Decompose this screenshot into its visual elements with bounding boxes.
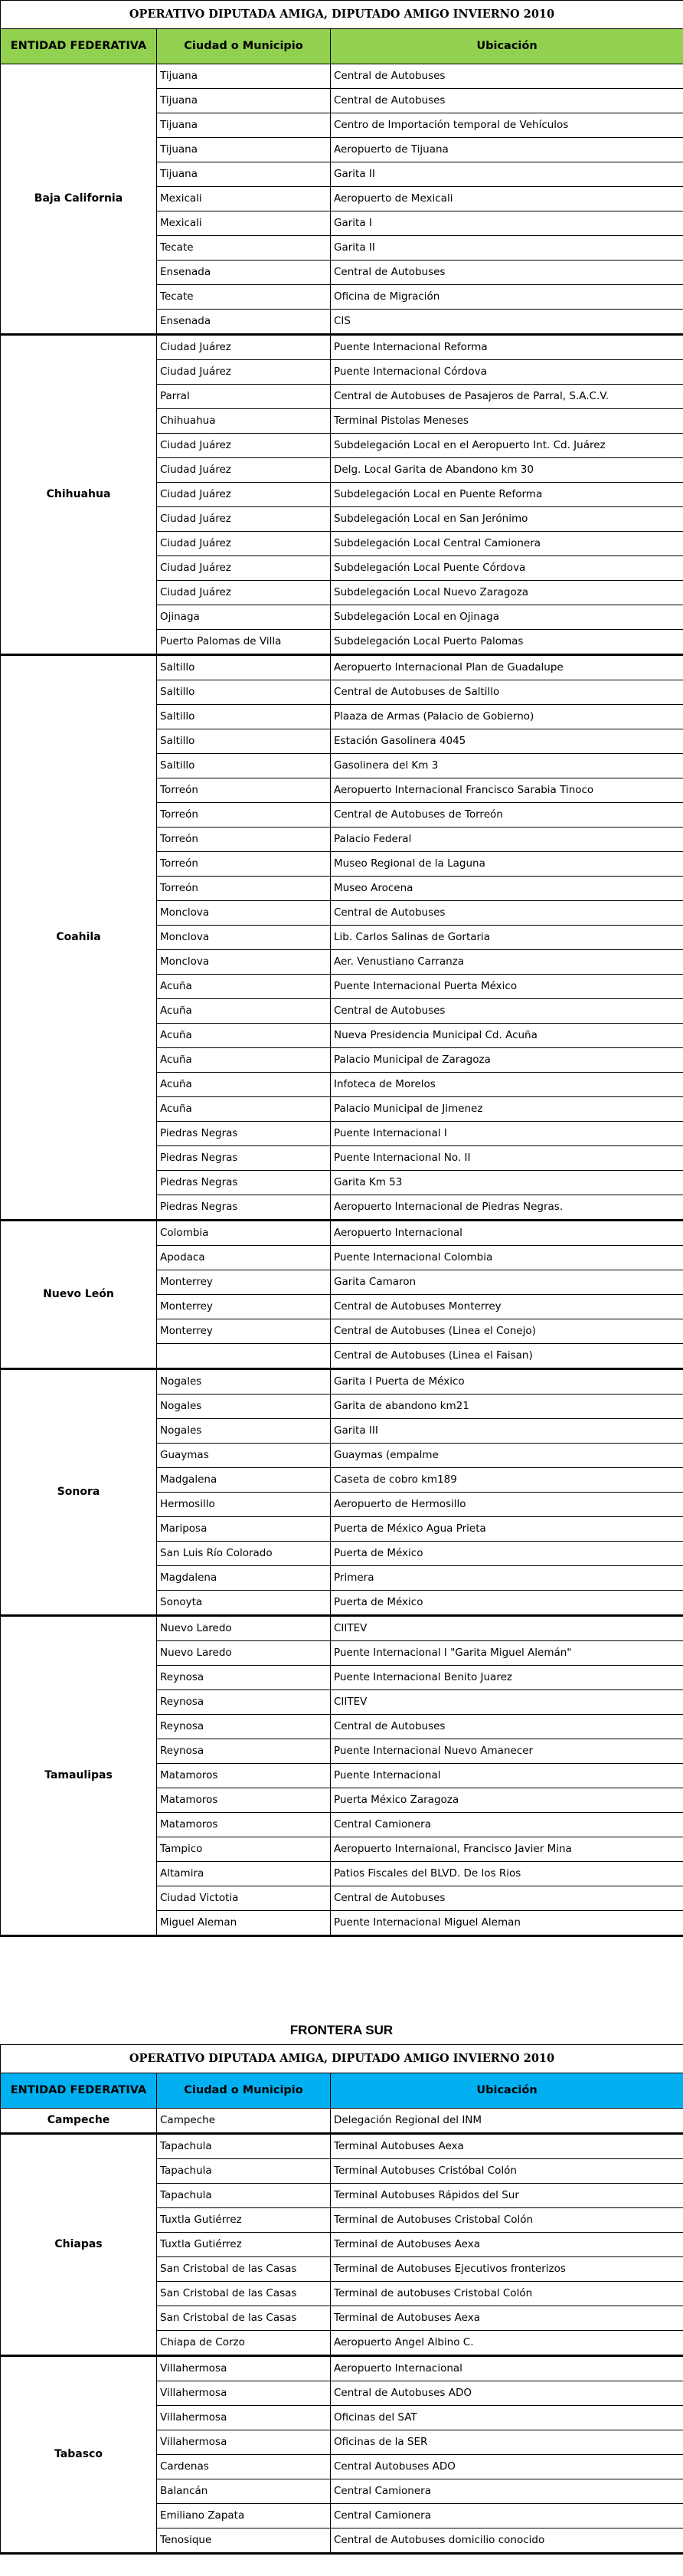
location-cell: Central Autobuses ADO [331,2455,683,2479]
city-cell: Mexicali [157,211,331,236]
location-cell: Puente Internacional Miguel Aleman [331,1911,683,1936]
location-cell: Terminal de Autobuses Aexa [331,2306,683,2331]
location-cell: Puerta de México [331,1591,683,1616]
location-cell: Patios Fiscales del BLVD. De los Rios [331,1862,683,1886]
table-row [1,1221,683,1246]
city-cell: Hermosillo [157,1493,331,1517]
city-cell: Villahermosa [157,2406,331,2430]
city-cell: San Cristobal de las Casas [157,2306,331,2331]
location-cell: Puerta México Zaragoza [331,1788,683,1813]
location-cell: Palacio Municipal de Zaragoza [331,1048,683,1073]
city-cell: Reynosa [157,1666,331,1690]
city-cell: Torreón [157,852,331,877]
location-cell: Garita I Puerta de México [331,1369,683,1395]
location-cell: Central de Autobuses [331,64,683,89]
location-cell: Puente Internacional Córdova [331,360,683,385]
city-cell [157,1344,331,1369]
city-cell: Acuña [157,999,331,1024]
location-cell: Nueva Presidencia Municipal Cd. Acuña [331,1024,683,1048]
location-cell: Terminal de Autobuses Cristobal Colón [331,2208,683,2233]
city-cell: Ciudad Juárez [157,556,331,581]
city-cell: Ciudad Juárez [157,581,331,605]
location-cell: Puerta de México Agua Prieta [331,1517,683,1542]
location-cell: Central de Autobuses (Linea el Faisan) [331,1344,683,1369]
city-cell: Monclova [157,926,331,950]
city-cell: Balancán [157,2479,331,2504]
location-cell: Terminal de Autobuses Ejecutivos fronterizos [331,2257,683,2282]
location-cell: Central de Autobuses ADO [331,2381,683,2406]
city-cell: Villahermosa [157,2430,331,2455]
city-cell: Torreón [157,778,331,803]
location-cell: Puente Internacional Puerta México [331,975,683,999]
location-cell: Delg. Local Garita de Abandono km 30 [331,458,683,483]
location-cell: Garita II [331,236,683,261]
city-cell: Piedras Negras [157,1195,331,1221]
city-cell: Villahermosa [157,2356,331,2381]
location-cell: Garita III [331,1419,683,1444]
location-cell: Central de Autobuses de Torreón [331,803,683,828]
frontera-sur-heading: FRONTERA SUR [289,2023,394,2037]
state-cell: Nuevo León [1,1221,157,1369]
city-cell: Saltillo [157,655,331,680]
city-cell: San Luis Río Colorado [157,1542,331,1566]
location-cell: Museo Arocena [331,877,683,901]
state-cell: Sonora [1,1369,157,1616]
table-title-row [1,1,683,29]
location-cell: Palacio Municipal de Jimenez [331,1097,683,1122]
location-cell: Garita I [331,211,683,236]
city-cell: Acuña [157,1073,331,1097]
location-cell: Infoteca de Morelos [331,1073,683,1097]
city-cell: Tecate [157,236,331,261]
city-cell: Tenosique [157,2528,331,2554]
location-cell: Aeropuerto Internacional de Piedras Negras. [331,1195,683,1221]
city-cell: Madgalena [157,1468,331,1493]
location-cell: Aeropuerto de Hermosillo [331,1493,683,1517]
city-cell: Tapachula [157,2159,331,2184]
city-cell: Apodaca [157,1246,331,1270]
city-cell: Miguel Aleman [157,1911,331,1936]
city-cell: Ensenada [157,261,331,285]
location-cell: Terminal Pistolas Meneses [331,409,683,434]
city-cell: Nogales [157,1395,331,1419]
location-cell: Puente Internacional Nuevo Amanecer [331,1739,683,1764]
city-cell: Ciudad Juárez [157,483,331,507]
city-cell: Reynosa [157,1715,331,1739]
ciudad-municipio-header: Ciudad o Municipio [157,2073,331,2109]
location-cell: Oficinas de la SER [331,2430,683,2455]
state-cell: Chihuahua [1,335,157,655]
city-cell: Tijuana [157,162,331,187]
city-cell: Mexicali [157,187,331,211]
ubicacion-header: Ubicación [331,29,683,64]
table-row [1,64,683,89]
city-cell: Nogales [157,1419,331,1444]
city-cell: Altamira [157,1862,331,1886]
table-header-row [1,29,683,64]
table-row [1,1616,683,1641]
location-cell: Aeropuerto Internacional Plan de Guadalupe [331,655,683,680]
city-cell: Acuña [157,1024,331,1048]
location-cell: Central Camionera [331,2479,683,2504]
city-cell: San Cristobal de las Casas [157,2257,331,2282]
location-cell: Oficina de Migración [331,285,683,310]
location-cell: Puente Internacional Reforma [331,335,683,360]
location-cell: Central de Autobuses [331,999,683,1024]
city-cell: Tuxtla Gutiérrez [157,2233,331,2257]
state-cell: Chiapas [1,2134,157,2356]
city-cell: Monterrey [157,1319,331,1344]
location-cell: Aeropuerto Internacional [331,1221,683,1246]
location-cell: Central de Autobuses (Linea el Conejo) [331,1319,683,1344]
location-cell: Oficinas del SAT [331,2406,683,2430]
city-cell: Saltillo [157,680,331,705]
city-cell: Acuña [157,1048,331,1073]
city-cell: Matamoros [157,1813,331,1837]
city-cell: Tampico [157,1837,331,1862]
location-cell: Terminal de Autobuses Aexa [331,2233,683,2257]
location-cell: Plaaza de Armas (Palacio de Gobierno) [331,705,683,729]
state-cell: Campeche [1,2109,157,2134]
location-cell: Subdelegación Local Nuevo Zaragoza [331,581,683,605]
location-cell: Aeropuerto de Mexicali [331,187,683,211]
location-cell: Delegación Regional del INM [331,2109,683,2134]
location-cell: Subdelegación Local en Ojinaga [331,605,683,630]
table-row [1,335,683,360]
city-cell: Ciudad Juárez [157,335,331,360]
location-cell: Subdelegación Local en Puente Reforma [331,483,683,507]
location-cell: Subdelegación Local Central Camionera [331,532,683,556]
city-cell: Chiapa de Corzo [157,2331,331,2356]
location-cell: Central Camionera [331,1813,683,1837]
frontera-sur-table [0,2044,683,2555]
location-cell: Terminal de autobuses Cristobal Colón [331,2282,683,2306]
city-cell: Saltillo [157,729,331,754]
location-cell: Puente Internacional Colombia [331,1246,683,1270]
location-cell: Puente Internacional Benito Juarez [331,1666,683,1690]
location-cell: Lib. Carlos Salinas de Gortaria [331,926,683,950]
table-row [1,1369,683,1395]
state-cell: Coahila [1,655,157,1221]
location-cell: Central de Autobuses de Pasajeros de Parral, S.A.C.V. [331,385,683,409]
city-cell: Ciudad Juárez [157,360,331,385]
city-cell: Saltillo [157,705,331,729]
city-cell: Tapachula [157,2184,331,2208]
city-cell: Ciudad Juárez [157,434,331,458]
location-cell: Puente Internacional I "Garita Miguel Alemán" [331,1641,683,1666]
city-cell: Magdalena [157,1566,331,1591]
entidad-federativa-header: ENTIDAD FEDERATIVA [1,2073,157,2109]
city-cell: Ciudad Juárez [157,507,331,532]
table-row [1,2134,683,2159]
state-cell: Baja California [1,64,157,335]
location-cell: Subdelegación Local en el Aeropuerto Int. Cd. Juárez [331,434,683,458]
city-cell: Piedras Negras [157,1171,331,1195]
location-cell: Central de Autobuses domicilio conocido [331,2528,683,2554]
location-cell: Subdelegación Local Puerto Palomas [331,630,683,655]
city-cell: Mariposa [157,1517,331,1542]
table-row [1,2356,683,2381]
city-cell: Nuevo Laredo [157,1616,331,1641]
location-cell: Museo Regional de la Laguna [331,852,683,877]
city-cell: Tecate [157,285,331,310]
location-cell: Garita de abandono km21 [331,1395,683,1419]
city-cell: Cardenas [157,2455,331,2479]
location-cell: Central Camionera [331,2504,683,2528]
location-cell: Garita Camaron [331,1270,683,1295]
location-cell: Gasolinera del Km 3 [331,754,683,778]
city-cell: Ciudad Juárez [157,532,331,556]
city-cell: Matamoros [157,1764,331,1788]
location-cell: Garita Km 53 [331,1171,683,1195]
table-row [1,2109,683,2134]
city-cell: Acuña [157,1097,331,1122]
location-cell: Estación Gasolinera 4045 [331,729,683,754]
location-cell: Central de Autobuses [331,1715,683,1739]
city-cell: Ojinaga [157,605,331,630]
location-cell: Terminal Autobuses Cristóbal Colón [331,2159,683,2184]
city-cell: Tijuana [157,138,331,162]
table-row [1,655,683,680]
location-cell: Central de Autobuses Monterrey [331,1295,683,1319]
location-cell: Aer. Venustiano Carranza [331,950,683,975]
city-cell: Reynosa [157,1690,331,1715]
location-cell: Terminal Autobuses Rápidos del Sur [331,2184,683,2208]
location-cell: Central de Autobuses [331,261,683,285]
city-cell: Piedras Negras [157,1146,331,1171]
location-cell: Primera [331,1566,683,1591]
city-cell: Campeche [157,2109,331,2134]
city-cell: Tijuana [157,64,331,89]
state-cell: Tabasco [1,2356,157,2554]
city-cell: Nuevo Laredo [157,1641,331,1666]
city-cell: Torreón [157,877,331,901]
city-cell: Tijuana [157,89,331,113]
location-cell: Aeropuerto Angel Albino C. [331,2331,683,2356]
entidad-federativa-header: ENTIDAD FEDERATIVA [1,29,157,64]
city-cell: Guaymas [157,1444,331,1468]
location-cell: Subdelegación Local en San Jerónimo [331,507,683,532]
location-cell: Central de Autobuses [331,1886,683,1911]
location-cell: Guaymas (empalme [331,1444,683,1468]
city-cell: Reynosa [157,1739,331,1764]
location-cell: Subdelegación Local Puente Córdova [331,556,683,581]
location-cell: Caseta de cobro km189 [331,1468,683,1493]
city-cell: Sonoyta [157,1591,331,1616]
city-cell: Colombia [157,1221,331,1246]
city-cell: Villahermosa [157,2381,331,2406]
location-cell: CIS [331,310,683,335]
state-cell: Tamaulipas [1,1616,157,1936]
city-cell: Chihuahua [157,409,331,434]
city-cell: Piedras Negras [157,1122,331,1146]
location-cell: Puente Internacional I [331,1122,683,1146]
location-cell: Aeropuerto de Tijuana [331,138,683,162]
city-cell: Monclova [157,950,331,975]
city-cell: Nogales [157,1369,331,1395]
location-cell: Aeropuerto Internaional, Francisco Javier Mina [331,1837,683,1862]
location-cell: Puente Internacional [331,1764,683,1788]
city-cell: Ensenada [157,310,331,335]
location-cell: Garita II [331,162,683,187]
location-cell: Aeropuerto Internacional [331,2356,683,2381]
city-cell: Torreón [157,803,331,828]
location-cell: Palacio Federal [331,828,683,852]
city-cell: Tuxtla Gutiérrez [157,2208,331,2233]
location-cell: Aeropuerto Internacional Francisco Sarabia Tinoco [331,778,683,803]
location-cell: Central de Autobuses [331,901,683,926]
location-cell: CIITEV [331,1616,683,1641]
city-cell: Parral [157,385,331,409]
table-title-row [1,2045,683,2073]
location-cell: CIITEV [331,1690,683,1715]
city-cell: Ciudad Victotia [157,1886,331,1911]
city-cell: Monterrey [157,1295,331,1319]
location-cell: Puerta de México [331,1542,683,1566]
ciudad-municipio-header: Ciudad o Municipio [157,29,331,64]
location-cell: Puente Internacional No. II [331,1146,683,1171]
city-cell: Monterrey [157,1270,331,1295]
location-cell: Centro de Importación temporal de Vehículos [331,113,683,138]
city-cell: Tapachula [157,2134,331,2159]
location-cell: Terminal Autobuses Aexa [331,2134,683,2159]
city-cell: Monclova [157,901,331,926]
ubicacion-header: Ubicación [331,2073,683,2109]
city-cell: Tijuana [157,113,331,138]
table-header-row [1,2073,683,2109]
table-title: OPERATIVO DIPUTADA AMIGA, DIPUTADO AMIGO INVIERNO 2010 [1,2045,683,2073]
city-cell: Saltillo [157,754,331,778]
city-cell: Puerto Palomas de Villa [157,630,331,655]
table-title: OPERATIVO DIPUTADA AMIGA, DIPUTADO AMIGO INVIERNO 2010 [1,1,683,29]
city-cell: San Cristobal de las Casas [157,2282,331,2306]
location-cell: Central de Autobuses de Saltillo [331,680,683,705]
city-cell: Acuña [157,975,331,999]
city-cell: Ciudad Juárez [157,458,331,483]
location-cell: Central de Autobuses [331,89,683,113]
city-cell: Matamoros [157,1788,331,1813]
city-cell: Emiliano Zapata [157,2504,331,2528]
city-cell: Torreón [157,828,331,852]
